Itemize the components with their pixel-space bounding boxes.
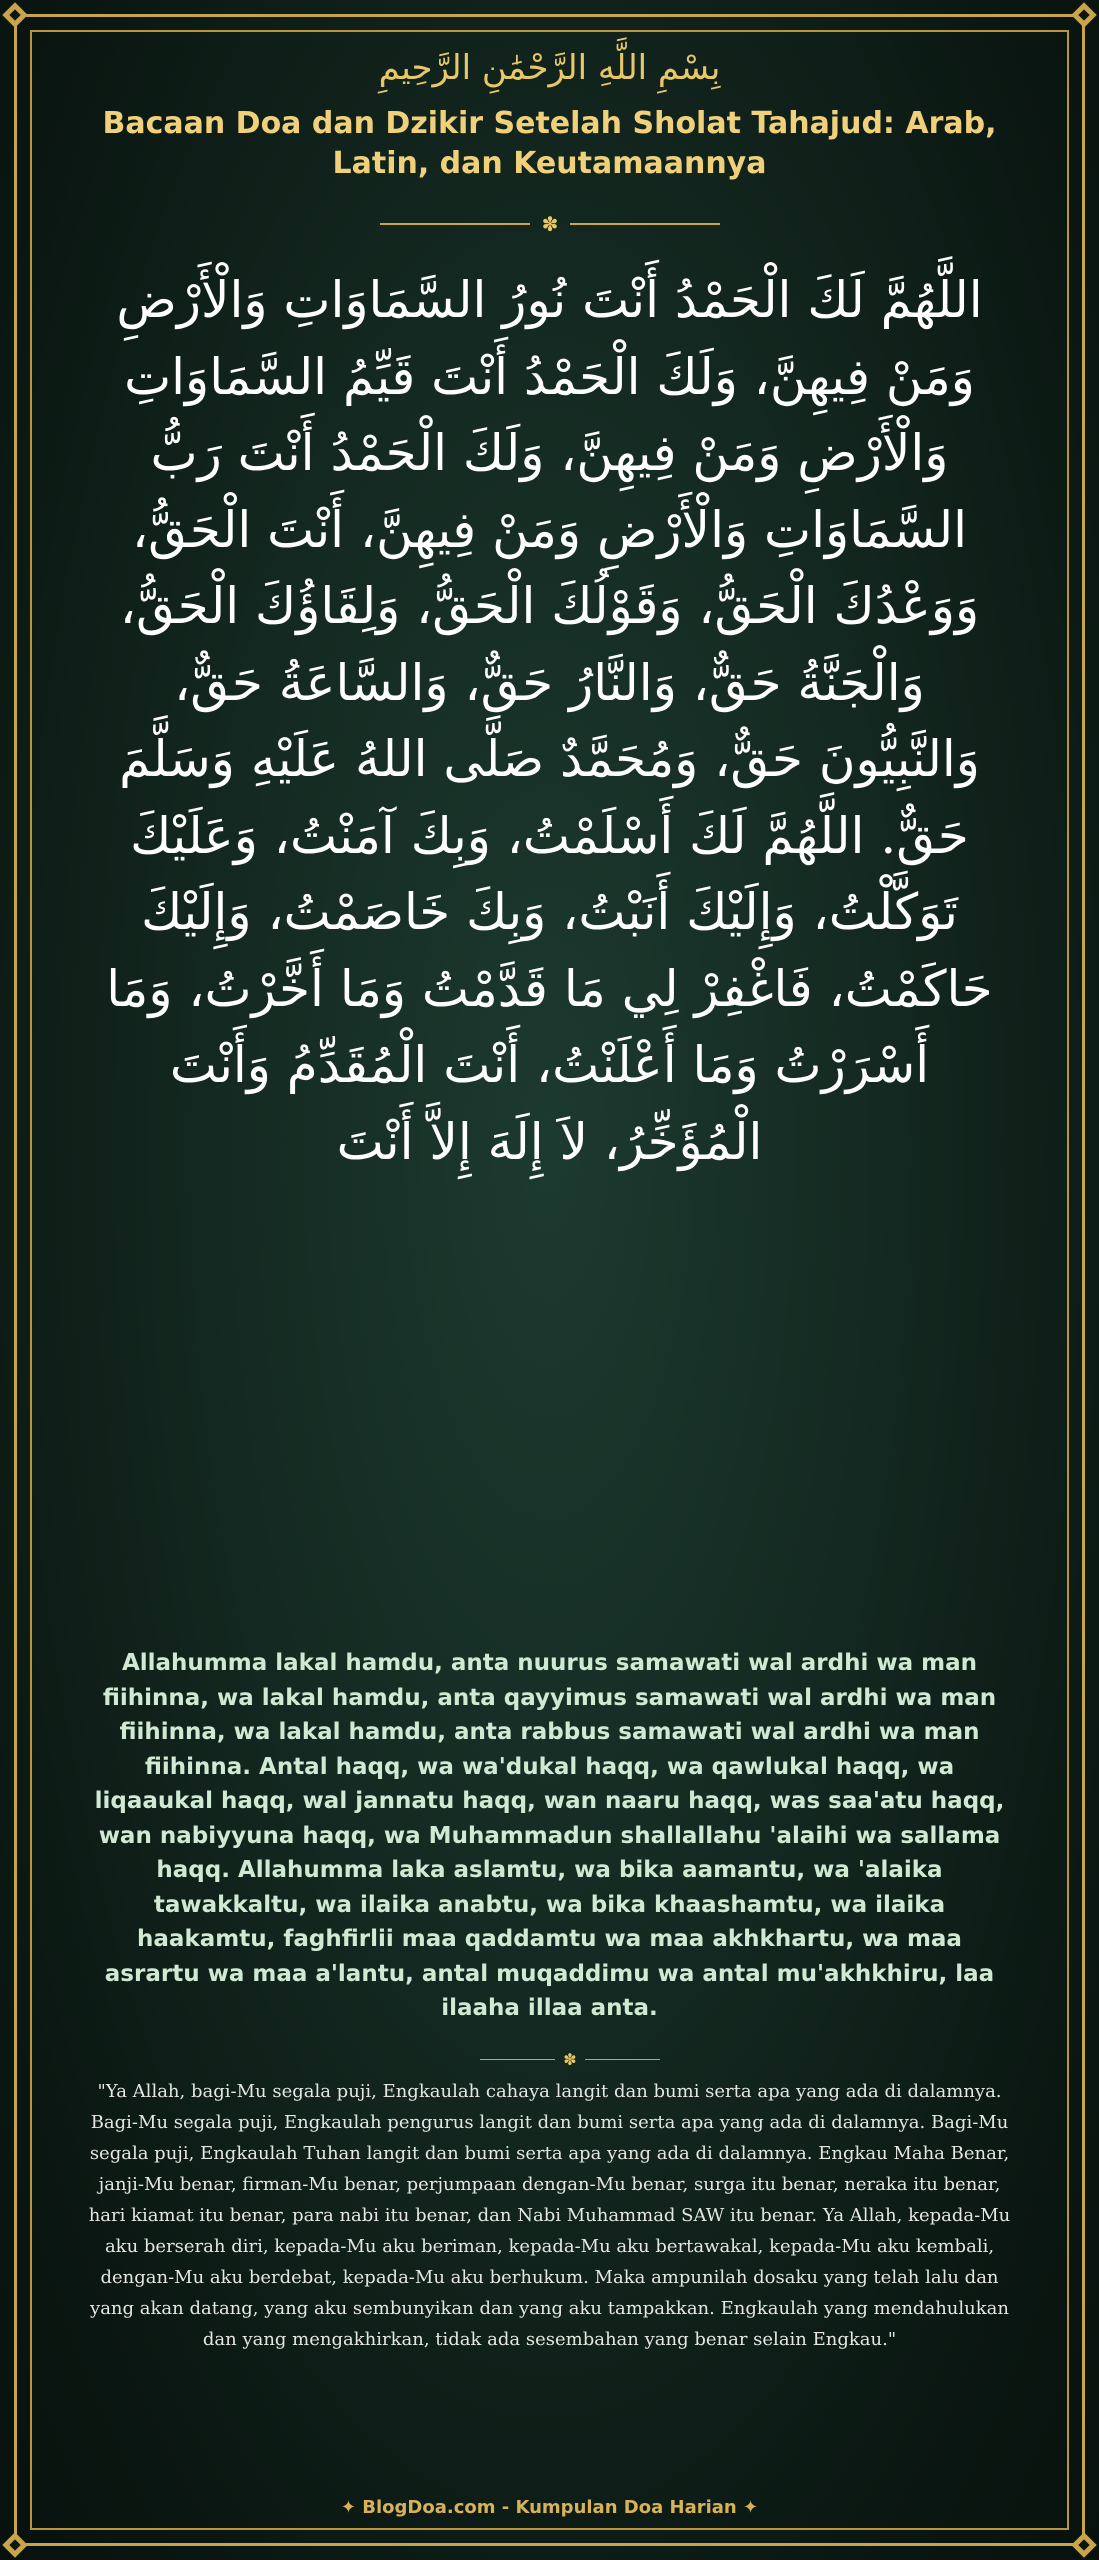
- indonesian-translation: "Ya Allah, bagi-Mu segala puji, Engkaulah cahaya langit dan bumi serta apa yang ada di dalamnya. Bagi-Mu segala puji, Engkaulah pengurus langit dan bumi serta apa yang ada di dalamnya. Bagi-Mu segala puji, Engkaulah Tuhan langit dan bumi serta apa yang ada di dalamnya. Engkau Maha Benar, janji-Mu benar, firman-Mu benar, perjumpaan dengan-Mu benar, surga itu benar, neraka itu benar, hari kiamat itu benar, para nabi itu benar, dan Nabi Muhammad SAW itu benar. Ya Allah, kepada-Mu aku berserah diri, kepada-Mu aku beriman, kepada-Mu aku bertawakal, kepada-Mu aku kembali, dengan-Mu aku berdebat, kepada-Mu aku berhukum. Maka ampunilah dosaku yang telah lalu dan yang akan datang, yang aku sembunyikan dan yang aku tampakkan. Engkaulah yang mendahulukan dan yang mengakhirkan, tidak ada sesembahan yang benar selain Engkau.": [88, 2081, 1011, 2350]
- latin-transliteration: Allahumma lakal hamdu, anta nuurus samawati wal ardhi wa man fiihinna, wa lakal hamdu, anta qayyimus samawati wal ardhi wa man fiihinna, wa lakal hamdu, anta rabbus samawati wal ardhi wa man fiihinna. Antal haqq, wa wa'dukal haqq, wa qawlukal haqq, wa liqaaukal haqq, wal jannatu haqq, wan naaru haqq, was saa'atu haqq, wan nabiyyuna haqq, wa Muhammadun shallallahu 'alaihi wa sallama haqq. Allahumma laka aslamtu, wa bika aamantu, wa 'alaika tawakkaltu, wa ilaika anabtu, wa bika khaashamtu, wa ilaika haakamtu, faghfirlii maa qaddamtu wa maa akhkhartu, wa maa asrartu wa maa a'lantu, antal muqaddimu wa antal mu'akhkhiru, laa ilaaha illaa anta.: [94, 1650, 1005, 2021]
- divider-line: [480, 2059, 555, 2060]
- flower-ornament-icon: ✽: [541, 212, 559, 236]
- arabic-prayer-text: اللَّهُمَّ لَكَ الْحَمْدُ أَنْتَ نُورُ السَّمَاوَاتِ وَالْأَرْضِ وَمَنْ فِيهِنَّ، وَلَكَ الْحَمْدُ أَنْتَ قَيِّمُ السَّمَاوَاتِ وَالْأَرْضِ وَمَنْ فِيهِنَّ، وَلَكَ الْحَمْدُ أَنْتَ رَبُّ السَّمَاوَاتِ وَالْأَرْضِ وَمَنْ فِيهِنَّ، أَنْتَ الْحَقُّ، وَوَعْدُكَ الْحَقُّ، وَقَوْلُكَ الْحَقُّ، وَلِقَاؤُكَ الْحَقُّ، وَالْجَنَّةُ حَقٌّ، وَالنَّارُ حَقٌّ، وَالسَّاعَةُ حَقٌّ، وَالنَّبِيُّونَ حَقٌّ، وَمُحَمَّدٌ صَلَّى اللهُ عَلَيْهِ وَسَلَّمَ حَقٌّ. اللَّهُمَّ لَكَ أَسْلَمْتُ، وَبِكَ آمَنْتُ، وَعَلَيْكَ تَوَكَّلْتُ، وَإِلَيْكَ أَنَبْتُ، وَبِكَ خَاصَمْتُ، وَإِلَيْكَ حَاكَمْتُ، فَاغْفِرْ لِي مَا قَدَّمْتُ وَمَا أَخَّرْتُ، وَمَا أَسْرَرْتُ وَمَا أَعْلَنْتُ، أَنْتَ الْمُقَدِّمُ وَأَنْتَ الْمُؤَخِّرُ، لاَ إِلَهَ إِلاَّ أَنْتَ: [106, 271, 993, 1171]
- footer-credit: ✦ BlogDoa.com - Kumpulan Doa Harian ✦: [340, 2497, 759, 2518]
- divider-line: [570, 223, 720, 225]
- flower-ornament-icon: ✽: [563, 2050, 577, 2069]
- divider-line: [585, 2059, 660, 2060]
- basmalah: بِسْمِ اللَّهِ الرَّحْمَٰنِ الرَّحِيمِ: [378, 48, 721, 88]
- ornament-divider: [380, 214, 720, 234]
- divider-line: [380, 223, 530, 225]
- ornament-divider: [480, 2050, 660, 2070]
- page-title: Bacaan Doa dan Dzikir Setelah Sholat Tahajud: Arab, Latin, dan Keutamaannya: [102, 106, 997, 181]
